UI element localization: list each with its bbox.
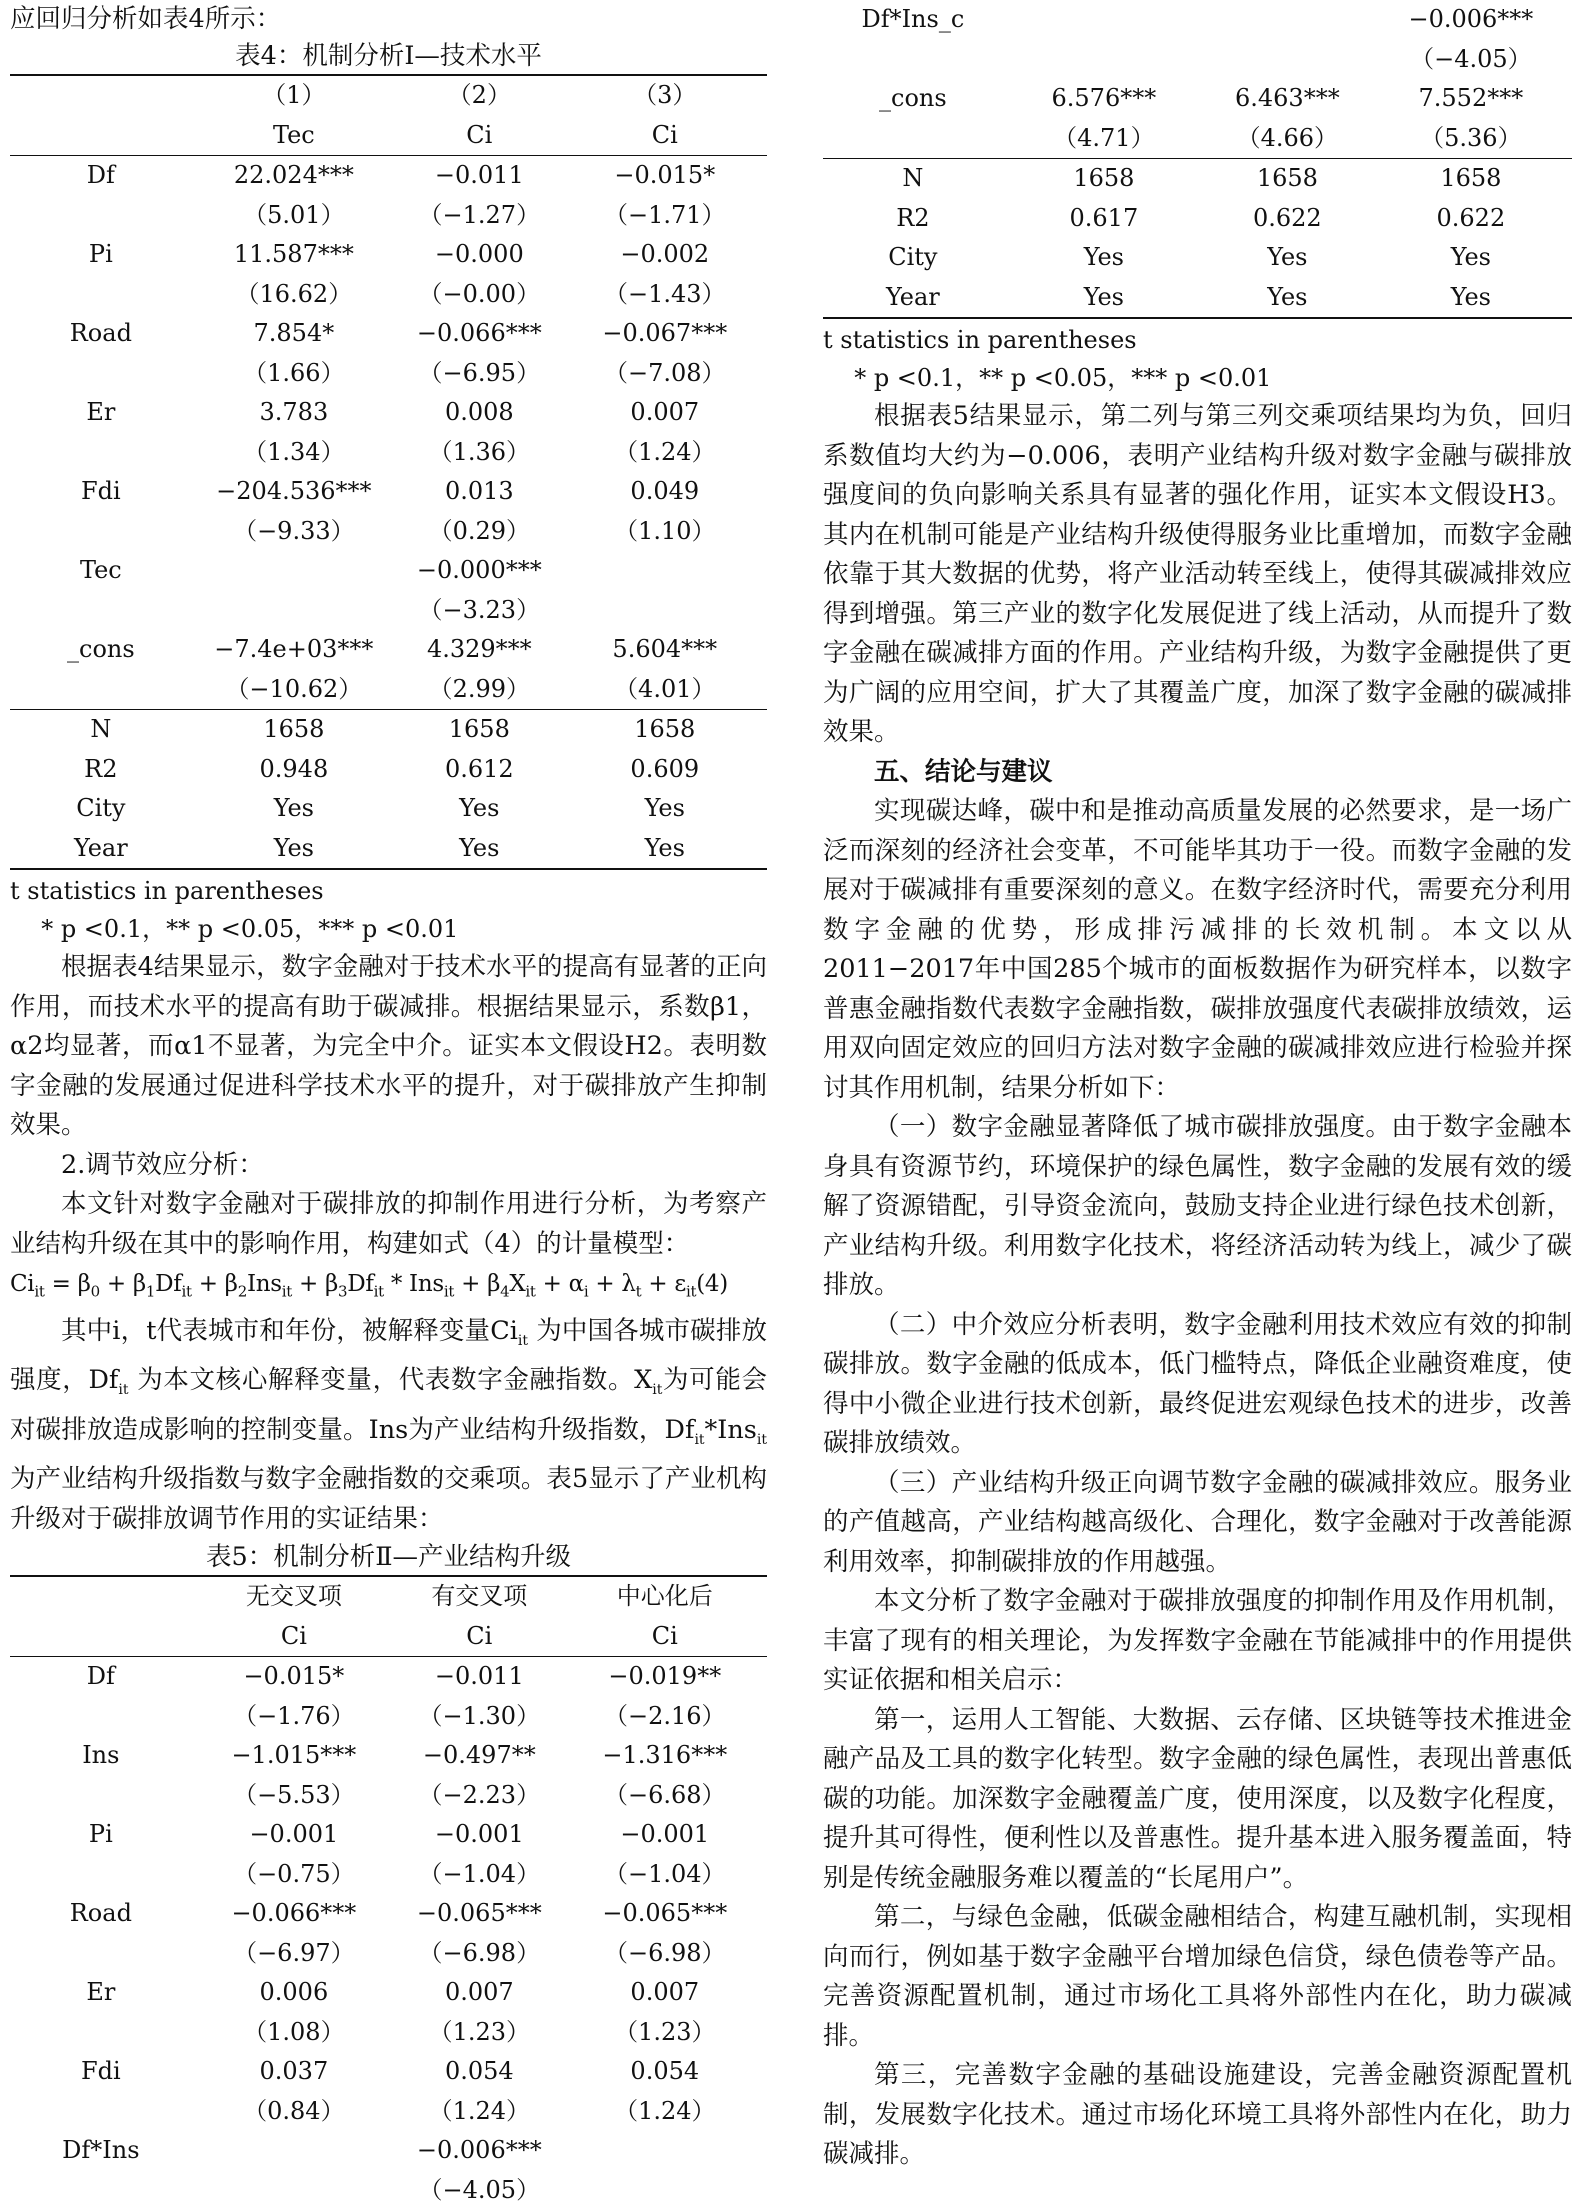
- table-cell: （5.36）: [1420, 123, 1522, 152]
- row-label: Df: [10, 156, 192, 196]
- table-cell: [563, 2171, 767, 2210]
- table-cell: −0.011: [396, 1657, 563, 1697]
- table-row: [10, 2131, 767, 2171]
- table-cell: （1.34）: [243, 437, 345, 466]
- table-cell: 3.783: [259, 398, 329, 426]
- table-cell: −0.015*: [192, 1657, 396, 1697]
- table-cell: （1.10）: [614, 516, 716, 545]
- table-cell: −0.019**: [563, 1657, 767, 1697]
- right-column: [823, 0, 1572, 2175]
- row-label: Fdi: [80, 2057, 121, 2086]
- row-label: [10, 196, 192, 236]
- table-cell: −0.066***: [416, 319, 542, 347]
- row-label: City: [76, 794, 126, 822]
- table-cell: −0.065***: [602, 1899, 728, 1928]
- table-row: [10, 1776, 767, 1816]
- table-cell: 11.587***: [233, 240, 354, 268]
- table-cell: 1658: [1205, 159, 1370, 199]
- table-row: [10, 1815, 767, 1855]
- row-label: Year: [10, 829, 192, 870]
- table-cell: （1.24）: [428, 2096, 531, 2125]
- table-cell: 0.622: [1252, 203, 1322, 232]
- table-cell: Ci: [651, 1621, 678, 1650]
- table-row: [10, 670, 767, 710]
- table-row: [823, 40, 1572, 80]
- table-row: [823, 0, 1572, 40]
- table-cell: 0.054: [444, 2057, 514, 2086]
- table-row: [10, 1657, 767, 1697]
- table-row: [10, 750, 767, 790]
- table-cell: −0.000: [434, 240, 524, 268]
- table-cell: −0.002: [620, 240, 710, 268]
- table-cell: （−4.05）: [418, 2175, 541, 2204]
- table-row: [10, 1736, 767, 1776]
- table-cell: （−1.76）: [233, 1701, 355, 1730]
- row-label: Year: [823, 278, 1003, 319]
- right-para3: （一）数字金融显著降低了城市碳排放强度。由于数字金融本身具有资源节约，环境保护的绿色属性，数字金融的发展有效的缓解了资源错配，引导资金流向，鼓励支持企业进行绿色技术创新，产业结构升级。利用数字化技术，将经济活动转为线上，减少了碳排放。: [823, 1112, 1572, 1300]
- table-cell: Yes: [273, 794, 314, 822]
- table-cell: （−6.95）: [418, 358, 541, 387]
- table-cell: （−1.71）: [604, 200, 726, 229]
- right-para1: 根据表5结果显示，第二列与第三列交乘项结果均为负，回归系数值均大约为−0.006，表明产业结构升级对数字金融与碳排放强度间的负向影响关系具有显著的强化作用，证实本文假设H3。其内在机制可能是产业结构升级使得服务业比重增加，而数字金融依靠于其大数据的优势，将产业活动转至线上，使得其碳减排效应得到增强。第三产业的数字化发展促进了线上活动，从而提升了数字金融在碳减排方面的作用。产业结构升级，为数字金融提供了更为广阔的应用空间，扩大了其覆盖广度，加深了数字金融的碳减排效果。: [823, 401, 1572, 747]
- row-label: [10, 75, 192, 116]
- table-cell: （−2.23）: [418, 1780, 541, 1809]
- row-label: [10, 670, 192, 710]
- row-label: _cons: [879, 84, 947, 112]
- row-label: Fdi: [80, 477, 121, 505]
- table-cell: −0.067***: [602, 319, 728, 347]
- table-row: [10, 393, 767, 433]
- table-cell: （−5.53）: [233, 1780, 355, 1809]
- table-cell: −0.001: [620, 1820, 710, 1849]
- table-cell: （−1.04）: [604, 1859, 726, 1888]
- table-row: [823, 238, 1572, 278]
- left-para2: 本文针对数字金融对于碳排放的抑制作用进行分析，为考察产业结构升级在其中的影响作用，构建如式（4）的计量模型：: [10, 1189, 767, 1259]
- table-cell: Yes: [1267, 243, 1308, 271]
- left-para3: 其中i，t代表城市和年份，被解释变量$Ci_{it}$ 为中国各城市碳排放强度，$Df_{it}$ 为本文核心解释变量，代表数字金融指数。$X_{it}$为可能会对碳排放造成影响的控制变量。Ins为产业结构升级指数，$Df_{it}*Ins_{it}$为产业结构升级指数与数字金融指数的交乘项。表5显示了产业机构升级对于碳排放调节作用的实证结果：: [10, 1315, 767, 1534]
- row-label: Df*Ins_c: [861, 5, 965, 33]
- table-row: [10, 630, 767, 670]
- table-cell: 0.037: [259, 2057, 329, 2086]
- table-row: [10, 472, 767, 512]
- table-cell: [192, 2171, 396, 2210]
- right-para5: （三）产业结构升级正向调节数字金融的碳减排效应。服务业的产值越高，产业结构越高级化、合理化，数字金融对于改善能源利用效率，抑制碳排放的作用越强。: [823, 1467, 1572, 1577]
- table-cell: −0.066***: [231, 1899, 357, 1928]
- table-row: [10, 591, 767, 631]
- table-row: [10, 1576, 767, 1617]
- table-cell: [1003, 0, 1205, 40]
- table-cell: 7.552***: [1418, 84, 1524, 112]
- table-cell: Yes: [563, 829, 767, 870]
- table-row: [10, 156, 767, 196]
- table-row: [10, 75, 767, 116]
- table-cell: 1658: [1003, 159, 1205, 199]
- table-row: [823, 159, 1572, 199]
- table-cell: 无交叉项: [192, 1576, 396, 1617]
- table-cell: −0.065***: [416, 1899, 542, 1928]
- table-cell: 1658: [1370, 159, 1572, 199]
- table-row: [10, 1973, 767, 2013]
- table-row: [10, 1855, 767, 1895]
- formula-4: $Ci_{it} = \beta_0 + \beta_1Df_{it} + \beta_2Ins_{it} + \beta_3Df_{it} * Ins_{it} + \beta_4X_{it} + \alpha_i + \lambda_t + \varepsilon_{it}(4)$: [10, 1271, 728, 1301]
- table-cell: （−6.97）: [233, 1938, 355, 1967]
- table-row: [10, 710, 767, 750]
- table-cell: （1.08）: [243, 2017, 345, 2046]
- left-para1: 根据表4结果显示，数字金融对于技术水平的提高有显著的正向作用，而技术水平的提高有助于碳减排。根据结果显示，系数β1，α2均显著，而α1不显著，为完全中介。证实本文假设H2。表明数字金融的发展通过促进科学技术水平的提升，对于碳排放产生抑制效果。: [10, 952, 767, 1140]
- row-label: [10, 591, 192, 631]
- row-label: _cons: [67, 635, 135, 663]
- table-cell: 6.463***: [1234, 84, 1340, 112]
- left-column: [10, 0, 767, 2210]
- table-cell: 0.609: [630, 754, 700, 783]
- table-cell: （1.23）: [428, 2017, 531, 2046]
- table-cell: （−6.68）: [604, 1780, 726, 1809]
- table-cell: 有交叉项: [396, 1576, 563, 1617]
- table-cell: （−10.62）: [225, 674, 363, 703]
- row-label: [10, 2013, 192, 2053]
- table4-caption: 表4：机制分析Ⅰ—技术水平: [235, 41, 542, 71]
- table-cell: （−3.23）: [418, 595, 541, 624]
- intro-line: 应回归分析如表4所示：: [10, 4, 282, 34]
- table-row: [10, 2052, 767, 2092]
- table-cell: （−2.16）: [604, 1701, 726, 1730]
- table-cell: Ci: [651, 120, 678, 149]
- table-row: [10, 829, 767, 870]
- table-cell: （−6.98）: [604, 1938, 726, 1967]
- table4-note2: * p <0.1，** p <0.05，*** p <0.01: [41, 915, 459, 943]
- table-cell: Ci: [466, 1621, 493, 1650]
- table-cell: （1.36）: [428, 437, 531, 466]
- table-row: [10, 354, 767, 394]
- table-row: [10, 196, 767, 236]
- table4: [10, 74, 767, 870]
- right-para6: 本文分析了数字金融对于碳排放强度的抑制作用及作用机制，丰富了现有的相关理论，为发挥数字金融在节能减排中的作用提供实证依据和相关启示：: [823, 1586, 1572, 1695]
- table-cell: 1658: [563, 710, 767, 750]
- table-cell: −0.006***: [1408, 5, 1534, 33]
- table-row: [823, 278, 1572, 319]
- table-cell: 0.006: [259, 1978, 329, 2007]
- right-para9: 第三，完善数字金融的基础设施建设，完善金融资源配置机制，发展数字化技术。通过市场化环境工具将外部性内在化，助力碳减排。: [823, 2060, 1572, 2169]
- row-label: Er: [86, 398, 116, 426]
- table-cell: −7.4e+03***: [214, 635, 374, 663]
- table-cell: （0.84）: [243, 2096, 345, 2125]
- right-para2: 实现碳达峰，碳中和是推动高质量发展的必然要求，是一场广泛而深刻的经济社会变革，不可能毕其功于一役。而数字金融的发展对于碳减排有重要深刻的意义。在数字经济时代，需要充分利用数字金融的优势，形成排污减排的长效机制。本文以从2011−2017年中国285个城市的面板数据作为研究样本，以数字普惠金融指数代表数字金融指数，碳排放强度代表碳排放绩效，运用双向固定效应的回归方法对数字金融的碳减排效应进行检验并探讨其作用机制，结果分析如下：: [823, 796, 1572, 1103]
- table-cell: （4.66）: [1236, 123, 1339, 152]
- row-label: R2: [84, 754, 118, 783]
- table-cell: （4.01）: [614, 674, 716, 703]
- table-cell: （2）: [396, 75, 563, 116]
- table-cell: （4.71）: [1053, 123, 1155, 152]
- table-cell: （0.29）: [428, 516, 531, 545]
- table-cell: （1.24）: [614, 437, 716, 466]
- table-cell: Yes: [1370, 278, 1572, 319]
- table-cell: 6.576***: [1051, 84, 1157, 112]
- table-cell: Yes: [644, 794, 685, 822]
- table-cell: 0.007: [630, 1978, 700, 2007]
- table-cell: 0.007: [630, 398, 700, 426]
- table-cell: −1.015***: [231, 1741, 357, 1770]
- table-cell: 0.049: [630, 477, 700, 505]
- table-cell: 1658: [396, 710, 563, 750]
- table-cell: Tec: [272, 120, 315, 149]
- table-row: [823, 79, 1572, 119]
- table-row: [10, 1894, 767, 1934]
- table5-caption: 表5：机制分析Ⅱ—产业结构升级: [205, 1542, 572, 1573]
- row-label: [10, 275, 192, 315]
- table-cell: 5.604***: [612, 635, 718, 663]
- table-row: [10, 1934, 767, 1974]
- table-cell: −1.316***: [602, 1741, 728, 1770]
- table-row: [10, 789, 767, 829]
- table-cell: （−9.33）: [233, 516, 355, 545]
- table-cell: Yes: [1003, 278, 1205, 319]
- table-cell: （−0.00）: [418, 279, 541, 308]
- table-cell: （3）: [563, 75, 767, 116]
- table-cell: （−7.08）: [604, 358, 726, 387]
- table-cell: Yes: [1450, 243, 1491, 271]
- table-cell: 0.622: [1436, 203, 1506, 232]
- table-cell: [192, 2131, 396, 2171]
- table-cell: [1003, 40, 1205, 80]
- table-row: [10, 2171, 767, 2210]
- table-cell: [192, 551, 396, 591]
- table-cell: 0.007: [444, 1978, 514, 2007]
- row-label: Df*Ins: [62, 2136, 140, 2165]
- row-label: [823, 40, 1003, 80]
- table-row: [10, 1617, 767, 1657]
- table-cell: （−1.30）: [418, 1701, 541, 1730]
- row-label: [823, 119, 1003, 159]
- row-label: N: [823, 159, 1003, 199]
- row-label: Ins: [82, 1741, 120, 1770]
- row-label: [10, 1776, 192, 1816]
- row-label: [10, 116, 192, 156]
- table-cell: 0.948: [259, 754, 329, 783]
- table-cell: （1）: [192, 75, 396, 116]
- table-cell: 0.054: [630, 2057, 700, 2086]
- table-cell: −0.497**: [422, 1741, 536, 1770]
- table-cell: −0.001: [434, 1820, 524, 1849]
- row-label: [10, 2092, 192, 2132]
- table-cell: −0.001: [249, 1820, 339, 1849]
- section-heading-conclusion: 五、结论与建议: [874, 756, 1053, 787]
- table-cell: （−6.98）: [418, 1938, 541, 1967]
- right-para7: 第一，运用人工智能、大数据、云存储、区块链等技术推进金融产品及工具的数字化转型。数字金融的绿色属性，表现出普惠低碳的功能。加深数字金融覆盖广度，使用深度，以及数字化程度，提升其可得性，便利性以及普惠性。提升基本进入服务覆盖面，特别是传统金融服务难以覆盖的“长尾用户”。: [823, 1704, 1572, 1893]
- table-cell: （16.62）: [235, 279, 353, 308]
- table-cell: [563, 551, 767, 591]
- row-label: [10, 1697, 192, 1737]
- table-cell: （−1.43）: [604, 279, 726, 308]
- table-cell: 中心化后: [563, 1576, 767, 1617]
- table-cell: （−1.27）: [418, 200, 541, 229]
- table-cell: （5.01）: [243, 200, 345, 229]
- row-label: Tec: [79, 556, 122, 584]
- row-label: [10, 1855, 192, 1895]
- row-label: [10, 512, 192, 552]
- table-cell: Yes: [459, 794, 500, 822]
- table-cell: Ci: [280, 1621, 307, 1650]
- table-cell: 22.024***: [192, 156, 396, 196]
- table-cell: [563, 591, 767, 631]
- table-cell: [192, 591, 396, 631]
- table-cell: Yes: [396, 829, 563, 870]
- table-cell: （−1.04）: [418, 1859, 541, 1888]
- table-row: [823, 119, 1572, 159]
- table-row: [823, 199, 1572, 239]
- table-cell: Yes: [1205, 278, 1370, 319]
- table-cell: −204.536***: [216, 477, 372, 505]
- table-cell: [563, 2131, 767, 2171]
- table4-note1: t statistics in parentheses: [10, 877, 324, 905]
- table-cell: （−0.75）: [233, 1859, 355, 1888]
- row-label: Er: [86, 1978, 116, 2007]
- table-row: [10, 2013, 767, 2053]
- table-cell: （2.99）: [428, 674, 531, 703]
- table-row: [10, 551, 767, 591]
- row-label: Pi: [88, 240, 113, 268]
- table-cell: −0.015*: [563, 156, 767, 196]
- table-cell: 0.612: [444, 754, 514, 783]
- row-label: [10, 1576, 192, 1617]
- table-cell: Ci: [466, 120, 493, 149]
- table-cell: （−4.05）: [1410, 44, 1532, 73]
- row-label: Road: [69, 1899, 132, 1928]
- row-label: [10, 354, 192, 394]
- sub-heading-moderation: 2.调节效应分析：: [61, 1149, 264, 1180]
- right-para8: 第二，与绿色金融，低碳金融相结合，构建互融机制，实现相向而行，例如基于数字金融平台增加绿色信贷，绿色债卷等产品。完善资源配置机制，通过市场化工具将外部性内在化，助力碳减排。: [823, 1902, 1572, 2051]
- table-cell: 0.617: [1069, 203, 1139, 232]
- table-row: [10, 433, 767, 473]
- table5-note1: t statistics in parentheses: [823, 326, 1137, 354]
- table5: [10, 1575, 767, 2210]
- row-label: [10, 433, 192, 473]
- table5-note2: * p <0.1，** p <0.05，*** p <0.01: [854, 364, 1272, 392]
- table-row: [10, 1697, 767, 1737]
- table-cell: （1.23）: [614, 2017, 716, 2046]
- table-cell: Yes: [192, 829, 396, 870]
- row-label: Road: [69, 319, 132, 347]
- table-cell: −0.000***: [416, 556, 542, 584]
- right-para4: （二）中介效应分析表明，数字金融利用技术效应有效的抑制碳排放。数字金融的低成本，低门槛特点，降低企业融资难度，使得中小微企业进行技术创新，最终促进宏观绿色技术的进步，改善碳排放绩效。: [823, 1309, 1572, 1458]
- table-cell: （1.24）: [614, 2096, 716, 2125]
- table-cell: −0.006***: [416, 2136, 542, 2165]
- table-row: [10, 512, 767, 552]
- table-cell: （1.66）: [243, 358, 345, 387]
- table-row: [10, 116, 767, 156]
- table-cell: [1205, 40, 1370, 80]
- row-label: [10, 2171, 192, 2210]
- table-row: [10, 275, 767, 315]
- row-label: N: [10, 710, 192, 750]
- table-cell: 4.329***: [426, 635, 532, 663]
- table-row: [10, 314, 767, 354]
- table-row: [10, 235, 767, 275]
- table-cell: [1205, 0, 1370, 40]
- table-row: [10, 2092, 767, 2132]
- row-label: City: [888, 243, 938, 271]
- table-cell: 0.008: [444, 398, 514, 426]
- table-cell: 7.854*: [253, 319, 335, 347]
- table-cell: 0.013: [444, 477, 514, 505]
- table-cell: −0.011: [396, 156, 563, 196]
- table-cell: Yes: [1083, 243, 1124, 271]
- row-label: [10, 1934, 192, 1974]
- row-label: [10, 1617, 192, 1657]
- row-label: Pi: [88, 1820, 113, 1849]
- row-label: Df: [10, 1657, 192, 1697]
- table-cell: 1658: [192, 710, 396, 750]
- row-label: R2: [896, 203, 930, 232]
- table5-continued: [823, 0, 1572, 319]
